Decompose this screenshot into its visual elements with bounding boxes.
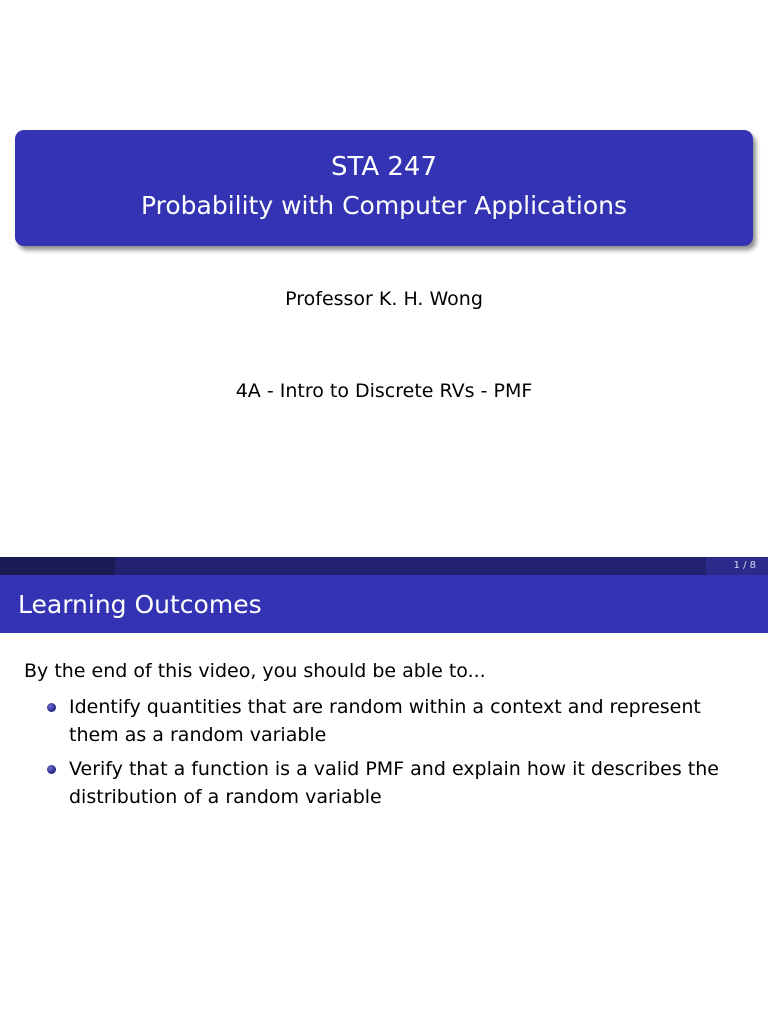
- frame-title-bar: [0, 575, 768, 633]
- intro-text: By the end of this video, you should be able to...: [24, 660, 486, 682]
- list-item: [44, 755, 754, 811]
- title-block: [15, 130, 753, 246]
- outcomes-list: [44, 693, 754, 817]
- frame-title: Learning Outcomes: [18, 590, 262, 619]
- navigation-bar: [0, 557, 768, 575]
- outcome-text: Verify that a function is a valid PMF and explain how it describes the distribution of a random variable: [69, 758, 719, 808]
- list-item: [44, 693, 754, 749]
- course-title: Probability with Computer Applications: [140, 191, 628, 220]
- bullet-icon: [47, 765, 56, 774]
- bullet-icon: [47, 703, 56, 712]
- course-code: STA 247: [330, 152, 438, 182]
- progress-indicator: [0, 557, 115, 575]
- author: Professor K. H. Wong: [285, 288, 483, 310]
- outcome-text: Identify quantities that are random within a context and represent them as a random variable: [69, 696, 701, 746]
- page-number: 1 / 8: [733, 560, 756, 571]
- progress-track: [115, 557, 706, 575]
- lecture-subtitle: 4A - Intro to Discrete RVs - PMF: [235, 380, 533, 402]
